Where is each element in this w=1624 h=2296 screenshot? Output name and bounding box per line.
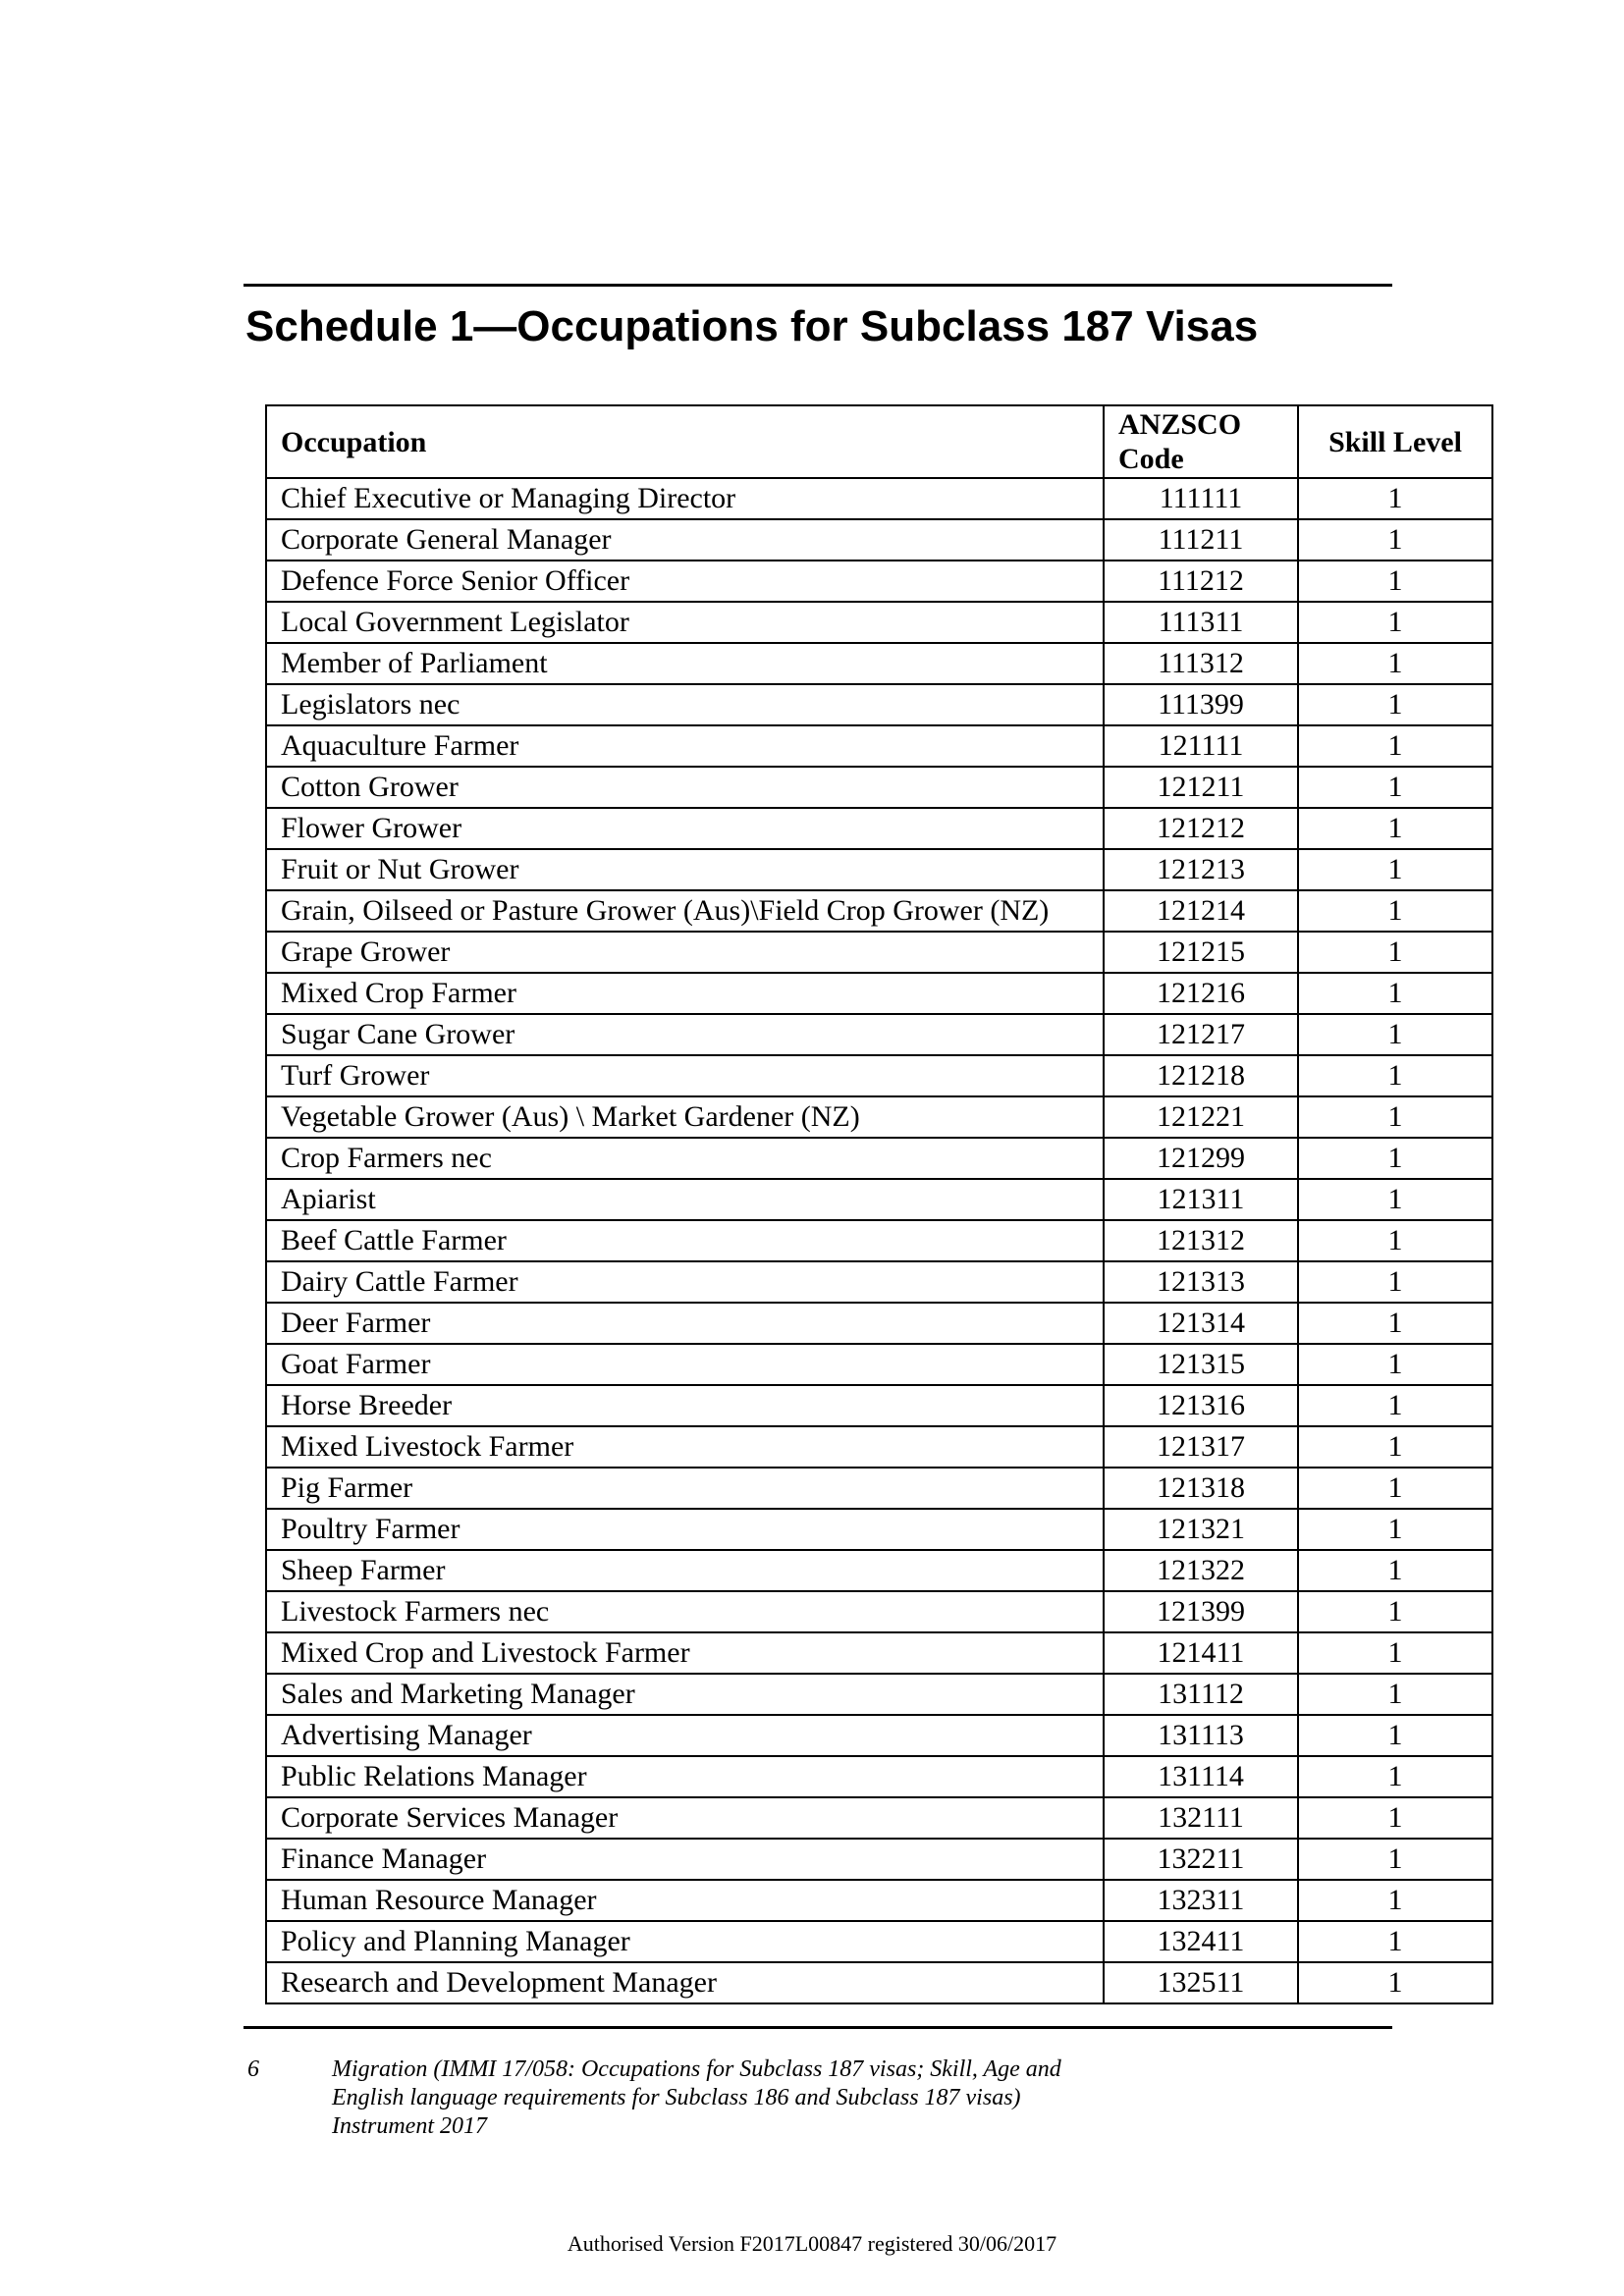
- occupation-cell: Mixed Crop Farmer: [266, 973, 1104, 1014]
- table-row: [266, 1344, 1492, 1385]
- occupation-cell: Cotton Grower: [266, 767, 1104, 808]
- table-row: [266, 1220, 1492, 1261]
- skill-level-cell: 1: [1298, 519, 1492, 561]
- instrument-title-line: Migration (IMMI 17/058: Occupations for Subclass 187 visas; Skill, Age and: [332, 2056, 1061, 2082]
- skill-level-cell: 1: [1298, 602, 1492, 643]
- anzsco-code-cell: 132211: [1104, 1839, 1298, 1880]
- skill-level-cell: 1: [1298, 1096, 1492, 1138]
- skill-level-cell: 1: [1298, 1385, 1492, 1426]
- skill-level-cell: 1: [1298, 1921, 1492, 1962]
- table-row: [266, 1096, 1492, 1138]
- table-row: [266, 725, 1492, 767]
- occupation-cell: Vegetable Grower (Aus) \ Market Gardener (NZ): [266, 1096, 1104, 1138]
- anzsco-code-cell: 121317: [1104, 1426, 1298, 1468]
- table-row: [266, 849, 1492, 890]
- table-row: [266, 1674, 1492, 1715]
- anzsco-code-cell: 121316: [1104, 1385, 1298, 1426]
- occupation-cell: Pig Farmer: [266, 1468, 1104, 1509]
- table-row: [266, 1385, 1492, 1426]
- anzsco-code-cell: 121315: [1104, 1344, 1298, 1385]
- occupation-cell: Livestock Farmers nec: [266, 1591, 1104, 1632]
- table-row: [266, 1509, 1492, 1550]
- table-row: [266, 1880, 1492, 1921]
- anzsco-code-cell: 121314: [1104, 1303, 1298, 1344]
- skill-level-cell: 1: [1298, 1179, 1492, 1220]
- table-row: [266, 1921, 1492, 1962]
- occupation-cell: Grape Grower: [266, 932, 1104, 973]
- anzsco-code-cell: 111312: [1104, 643, 1298, 684]
- anzsco-code-cell: 111212: [1104, 561, 1298, 602]
- anzsco-code-cell: 121399: [1104, 1591, 1298, 1632]
- page-number: 6: [247, 2056, 259, 2082]
- skill-level-cell: 1: [1298, 973, 1492, 1014]
- skill-level-cell: 1: [1298, 1261, 1492, 1303]
- skill-level-cell: 1: [1298, 1591, 1492, 1632]
- header-occupation: Occupation: [266, 405, 1104, 478]
- occupation-cell: Corporate General Manager: [266, 519, 1104, 561]
- skill-level-cell: 1: [1298, 1756, 1492, 1797]
- anzsco-code-cell: 111311: [1104, 602, 1298, 643]
- occupation-cell: Policy and Planning Manager: [266, 1921, 1104, 1962]
- table-row: [266, 1715, 1492, 1756]
- anzsco-code-cell: 132111: [1104, 1797, 1298, 1839]
- table-row: [266, 1303, 1492, 1344]
- table-row: [266, 684, 1492, 725]
- table-row: [266, 478, 1492, 519]
- table-row: [266, 519, 1492, 561]
- table-row: [266, 561, 1492, 602]
- anzsco-code-cell: 121411: [1104, 1632, 1298, 1674]
- skill-level-cell: 1: [1298, 1014, 1492, 1055]
- anzsco-code-cell: 121214: [1104, 890, 1298, 932]
- authorised-version-note: Authorised Version F2017L00847 registered 30/06/2017: [567, 2231, 1057, 2256]
- occupation-cell: Fruit or Nut Grower: [266, 849, 1104, 890]
- occupation-cell: Beef Cattle Farmer: [266, 1220, 1104, 1261]
- table-row: [266, 1468, 1492, 1509]
- skill-level-cell: 1: [1298, 1220, 1492, 1261]
- occupation-cell: Mixed Livestock Farmer: [266, 1426, 1104, 1468]
- table-row: [266, 1962, 1492, 2003]
- anzsco-code-cell: 131112: [1104, 1674, 1298, 1715]
- occupation-cell: Sales and Marketing Manager: [266, 1674, 1104, 1715]
- skill-level-cell: 1: [1298, 1839, 1492, 1880]
- table-row: [266, 1055, 1492, 1096]
- occupation-cell: Member of Parliament: [266, 643, 1104, 684]
- table-row: [266, 890, 1492, 932]
- anzsco-code-cell: 121322: [1104, 1550, 1298, 1591]
- table-row: [266, 1014, 1492, 1055]
- anzsco-code-cell: 131114: [1104, 1756, 1298, 1797]
- table-row: [266, 808, 1492, 849]
- anzsco-code-cell: 121212: [1104, 808, 1298, 849]
- occupation-cell: Corporate Services Manager: [266, 1797, 1104, 1839]
- header-code-line2: Code: [1118, 443, 1184, 475]
- anzsco-code-cell: 131113: [1104, 1715, 1298, 1756]
- anzsco-code-cell: 111211: [1104, 519, 1298, 561]
- anzsco-code-cell: 121318: [1104, 1468, 1298, 1509]
- table-row: [266, 602, 1492, 643]
- occupation-cell: Local Government Legislator: [266, 602, 1104, 643]
- occupation-cell: Deer Farmer: [266, 1303, 1104, 1344]
- occupation-cell: Crop Farmers nec: [266, 1138, 1104, 1179]
- occupation-cell: Goat Farmer: [266, 1344, 1104, 1385]
- table-header-row: [266, 405, 1492, 478]
- skill-level-cell: 1: [1298, 1550, 1492, 1591]
- skill-level-cell: 1: [1298, 767, 1492, 808]
- skill-level-cell: 1: [1298, 561, 1492, 602]
- schedule-heading: Schedule 1—Occupations for Subclass 187 Visas: [245, 302, 1259, 350]
- table-row: [266, 932, 1492, 973]
- skill-level-cell: 1: [1298, 932, 1492, 973]
- anzsco-code-cell: 121216: [1104, 973, 1298, 1014]
- occupation-cell: Human Resource Manager: [266, 1880, 1104, 1921]
- skill-level-cell: 1: [1298, 890, 1492, 932]
- occupation-cell: Mixed Crop and Livestock Farmer: [266, 1632, 1104, 1674]
- skill-level-cell: 1: [1298, 849, 1492, 890]
- anzsco-code-cell: 121321: [1104, 1509, 1298, 1550]
- skill-level-cell: 1: [1298, 1344, 1492, 1385]
- skill-level-cell: 1: [1298, 1426, 1492, 1468]
- occupation-cell: Poultry Farmer: [266, 1509, 1104, 1550]
- skill-level-cell: 1: [1298, 643, 1492, 684]
- table-row: [266, 1797, 1492, 1839]
- anzsco-code-cell: 132511: [1104, 1962, 1298, 2003]
- table-row: [266, 1426, 1492, 1468]
- anzsco-code-cell: 111111: [1104, 478, 1298, 519]
- table-row: [266, 1179, 1492, 1220]
- anzsco-code-cell: 121217: [1104, 1014, 1298, 1055]
- skill-level-cell: 1: [1298, 684, 1492, 725]
- anzsco-code-cell: 121215: [1104, 932, 1298, 973]
- top-rule: [244, 284, 1392, 287]
- anzsco-code-cell: 121312: [1104, 1220, 1298, 1261]
- anzsco-code-cell: 121313: [1104, 1261, 1298, 1303]
- anzsco-code-cell: 121213: [1104, 849, 1298, 890]
- table-row: [266, 1756, 1492, 1797]
- occupation-cell: Flower Grower: [266, 808, 1104, 849]
- anzsco-code-cell: 121311: [1104, 1179, 1298, 1220]
- header-anzsco-code: [1104, 405, 1298, 478]
- anzsco-code-cell: 132411: [1104, 1921, 1298, 1962]
- table-row: [266, 1591, 1492, 1632]
- anzsco-code-cell: 121211: [1104, 767, 1298, 808]
- occupation-cell: Public Relations Manager: [266, 1756, 1104, 1797]
- occupations-table: [265, 404, 1493, 2004]
- table-row: [266, 973, 1492, 1014]
- bottom-rule: [244, 2026, 1392, 2029]
- occupation-cell: Sheep Farmer: [266, 1550, 1104, 1591]
- table-row: [266, 1632, 1492, 1674]
- table-row: [266, 767, 1492, 808]
- table-body: [266, 478, 1492, 2003]
- skill-level-cell: 1: [1298, 1138, 1492, 1179]
- occupation-cell: Defence Force Senior Officer: [266, 561, 1104, 602]
- anzsco-code-cell: 121218: [1104, 1055, 1298, 1096]
- instrument-title-line: English language requirements for Subclass 186 and Subclass 187 visas): [332, 2085, 1021, 2110]
- skill-level-cell: 1: [1298, 725, 1492, 767]
- occupation-cell: Horse Breeder: [266, 1385, 1104, 1426]
- occupation-cell: Aquaculture Farmer: [266, 725, 1104, 767]
- skill-level-cell: 1: [1298, 1303, 1492, 1344]
- anzsco-code-cell: 121111: [1104, 725, 1298, 767]
- skill-level-cell: 1: [1298, 1632, 1492, 1674]
- occupation-cell: Apiarist: [266, 1179, 1104, 1220]
- anzsco-code-cell: 132311: [1104, 1880, 1298, 1921]
- instrument-title-line: Instrument 2017: [332, 2113, 487, 2139]
- occupation-cell: Legislators nec: [266, 684, 1104, 725]
- occupation-cell: Chief Executive or Managing Director: [266, 478, 1104, 519]
- skill-level-cell: 1: [1298, 478, 1492, 519]
- skill-level-cell: 1: [1298, 1468, 1492, 1509]
- occupation-cell: Dairy Cattle Farmer: [266, 1261, 1104, 1303]
- table-row: [266, 643, 1492, 684]
- occupation-cell: Sugar Cane Grower: [266, 1014, 1104, 1055]
- table-row: [266, 1550, 1492, 1591]
- header-code-line1: ANZSCO: [1118, 408, 1242, 441]
- anzsco-code-cell: 121221: [1104, 1096, 1298, 1138]
- anzsco-code-cell: 111399: [1104, 684, 1298, 725]
- occupation-cell: Advertising Manager: [266, 1715, 1104, 1756]
- table-row: [266, 1839, 1492, 1880]
- occupation-cell: Grain, Oilseed or Pasture Grower (Aus)\Field Crop Grower (NZ): [266, 890, 1104, 932]
- table-row: [266, 1138, 1492, 1179]
- skill-level-cell: 1: [1298, 1880, 1492, 1921]
- skill-level-cell: 1: [1298, 808, 1492, 849]
- table-row: [266, 1261, 1492, 1303]
- anzsco-code-cell: 121299: [1104, 1138, 1298, 1179]
- occupation-cell: Turf Grower: [266, 1055, 1104, 1096]
- occupation-cell: Research and Development Manager: [266, 1962, 1104, 2003]
- occupation-cell: Finance Manager: [266, 1839, 1104, 1880]
- skill-level-cell: 1: [1298, 1509, 1492, 1550]
- header-skill-level: Skill Level: [1298, 405, 1492, 478]
- skill-level-cell: 1: [1298, 1055, 1492, 1096]
- skill-level-cell: 1: [1298, 1797, 1492, 1839]
- instrument-title: [332, 2056, 1216, 2141]
- skill-level-cell: 1: [1298, 1674, 1492, 1715]
- skill-level-cell: 1: [1298, 1715, 1492, 1756]
- skill-level-cell: 1: [1298, 1962, 1492, 2003]
